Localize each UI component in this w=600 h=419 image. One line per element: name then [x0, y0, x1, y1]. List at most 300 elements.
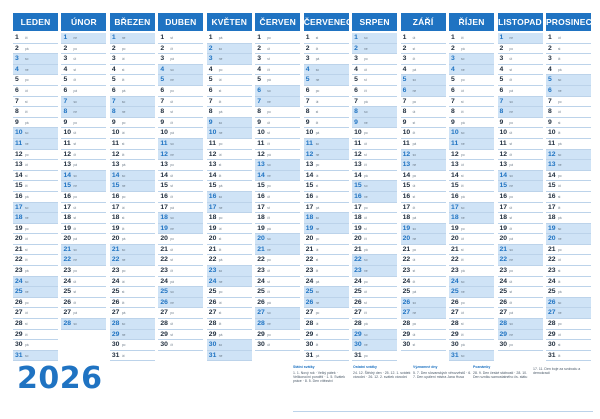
- weekday-abbrev: st: [25, 322, 28, 327]
- weekday-abbrev: út: [315, 173, 319, 178]
- day-row: [110, 118, 155, 129]
- day-number: 19: [305, 224, 314, 232]
- day-number: 10: [305, 129, 314, 137]
- weekday-abbrev: čt: [121, 300, 125, 305]
- day-number: 9: [547, 118, 552, 126]
- day-row: [110, 224, 155, 235]
- day-number: 21: [208, 245, 217, 253]
- day-row: [498, 160, 543, 171]
- day-row: [304, 139, 349, 150]
- day-row: [498, 107, 543, 118]
- day-number: 11: [257, 139, 265, 147]
- weekday-abbrev: st: [170, 258, 173, 263]
- day-row: [449, 298, 494, 309]
- day-number: 30: [451, 341, 459, 349]
- day-number: 21: [499, 245, 508, 253]
- weekday-abbrev: út: [25, 88, 28, 93]
- day-number: 25: [499, 288, 508, 296]
- day-row: [304, 86, 349, 97]
- day-row: [61, 308, 106, 319]
- weekday-abbrev: čt: [121, 152, 125, 157]
- day-number: 3: [15, 55, 19, 63]
- weekday-abbrev: st: [364, 300, 367, 305]
- day-number: 18: [354, 214, 362, 222]
- day-row: [158, 118, 203, 129]
- weekday-abbrev: čt: [73, 152, 76, 157]
- weekday-abbrev: st: [121, 216, 125, 221]
- day-number: 3: [305, 55, 310, 63]
- day-number: 19: [160, 224, 168, 232]
- day-row: [449, 340, 494, 351]
- weekday-abbrev: po: [315, 237, 320, 242]
- day-row: [546, 97, 591, 108]
- day-number: 29: [451, 330, 459, 338]
- day-row: [449, 128, 494, 139]
- day-row: [158, 171, 203, 182]
- weekday-abbrev: so: [267, 237, 271, 242]
- day-row: [546, 139, 591, 150]
- day-row: [352, 298, 397, 309]
- day-row: [401, 308, 446, 319]
- weekday-abbrev: čt: [73, 226, 76, 231]
- weekday-abbrev: po: [364, 57, 368, 62]
- weekday-abbrev: po: [267, 332, 271, 337]
- day-number: 6: [257, 86, 262, 94]
- day-number: 11: [208, 139, 216, 147]
- day-number: 17: [499, 203, 508, 211]
- day-row: [546, 171, 591, 182]
- weekday-abbrev: po: [461, 152, 465, 157]
- day-row: [158, 75, 203, 86]
- weekday-abbrev: út: [364, 67, 367, 72]
- day-row: [13, 171, 58, 182]
- weekday-abbrev: po: [509, 120, 514, 125]
- day-row: [255, 224, 300, 235]
- day-row: [207, 86, 252, 97]
- weekday-abbrev: po: [121, 194, 126, 199]
- day-list: [13, 33, 58, 361]
- weekday-abbrev: st: [315, 332, 319, 337]
- weekday-abbrev: so: [557, 300, 562, 305]
- day-number: 26: [257, 298, 265, 306]
- day-row: [546, 86, 591, 97]
- day-row: [110, 54, 155, 65]
- legend-col-1-text: 1. 1. Nový rok · Velký pátek · Velikonoční pondělí · 1. 5. Svátek práce · 8. 5. Den vítězství: [293, 371, 345, 383]
- day-row: [110, 213, 155, 224]
- day-number: 14: [354, 171, 362, 179]
- day-list: [255, 33, 300, 361]
- day-row: [158, 181, 203, 192]
- day-row: [207, 192, 252, 203]
- day-row: [498, 340, 543, 351]
- weekday-abbrev: pá: [461, 46, 465, 51]
- day-number: 1: [208, 34, 213, 41]
- weekday-abbrev: so: [25, 205, 29, 210]
- day-number: 20: [257, 235, 265, 243]
- day-row: [449, 139, 494, 150]
- weekday-abbrev: so: [509, 247, 513, 252]
- day-row: [352, 86, 397, 97]
- day-row: [498, 203, 543, 214]
- weekday-abbrev: pá: [461, 343, 465, 348]
- day-row: [255, 213, 300, 224]
- day-number: 10: [451, 129, 459, 137]
- day-list: [61, 33, 106, 361]
- day-number: 15: [547, 182, 556, 190]
- weekday-abbrev: ne: [412, 311, 417, 316]
- day-row: [207, 128, 252, 139]
- weekday-abbrev: pá: [25, 269, 29, 274]
- day-number: 20: [451, 235, 459, 243]
- day-number: 13: [451, 161, 459, 169]
- weekday-abbrev: po: [267, 184, 271, 189]
- day-number: 26: [547, 298, 556, 306]
- day-row: [61, 298, 106, 309]
- weekday-abbrev: út: [218, 78, 222, 83]
- day-row: [401, 234, 446, 245]
- day-number: 26: [63, 298, 71, 306]
- day-number: 4: [15, 65, 19, 73]
- day-row: [449, 255, 494, 266]
- day-number: 19: [451, 224, 459, 232]
- day-number: 3: [160, 55, 165, 63]
- day-number: 28: [354, 320, 362, 328]
- weekday-abbrev: pá: [412, 290, 417, 295]
- day-number: 1: [15, 34, 19, 41]
- day-number: 2: [547, 44, 552, 52]
- weekday-abbrev: st: [170, 332, 173, 337]
- day-row: [304, 277, 349, 288]
- day-number: 7: [305, 97, 310, 105]
- day-row: [546, 44, 591, 55]
- day-row: [401, 255, 446, 266]
- weekday-abbrev: pá: [170, 205, 174, 210]
- day-number: 12: [305, 150, 314, 158]
- day-number: 9: [354, 118, 358, 126]
- day-row: [546, 213, 591, 224]
- legend-col-2: [353, 365, 413, 379]
- day-row: [13, 266, 58, 277]
- day-row: [207, 203, 252, 214]
- day-row: [449, 44, 494, 55]
- day-row: [61, 128, 106, 139]
- weekday-abbrev: ne: [509, 184, 514, 189]
- day-number: 17: [354, 203, 362, 211]
- day-number: 15: [15, 182, 23, 190]
- day-row: [304, 118, 349, 129]
- day-number: 30: [305, 341, 314, 349]
- day-number: 2: [305, 44, 310, 52]
- day-row: [255, 287, 300, 298]
- day-row: [61, 139, 106, 150]
- day-row: [401, 139, 446, 150]
- day-number: 6: [499, 86, 504, 94]
- day-number: 21: [354, 245, 362, 253]
- day-row: [207, 181, 252, 192]
- weekday-abbrev: ne: [557, 311, 562, 316]
- weekday-abbrev: so: [412, 226, 416, 231]
- weekday-abbrev: po: [412, 99, 417, 104]
- day-number: 10: [160, 129, 168, 137]
- day-row: [61, 54, 106, 65]
- legend-col-1-title: Státní svátky: [293, 365, 315, 369]
- weekday-abbrev: so: [461, 57, 465, 62]
- day-number: 21: [451, 245, 459, 253]
- weekday-abbrev: čt: [25, 36, 28, 40]
- day-number: 29: [402, 330, 411, 338]
- weekday-abbrev: po: [461, 300, 465, 305]
- month-header: PROSINEC: [546, 13, 591, 31]
- weekday-abbrev: út: [267, 120, 270, 125]
- day-number: 21: [402, 245, 411, 253]
- day-row: [158, 224, 203, 235]
- day-number: 10: [111, 129, 120, 137]
- weekday-abbrev: so: [25, 353, 29, 358]
- weekday-abbrev: po: [509, 343, 514, 348]
- day-row: [207, 160, 252, 171]
- weekday-abbrev: st: [412, 194, 416, 199]
- day-row: [61, 33, 106, 44]
- day-number: 17: [208, 203, 217, 211]
- day-row: [13, 65, 58, 76]
- day-number: 30: [208, 341, 217, 349]
- day-number: 8: [257, 108, 262, 116]
- day-number: 11: [499, 139, 507, 147]
- day-number: 15: [257, 182, 265, 190]
- day-row: [110, 107, 155, 118]
- weekday-abbrev: po: [73, 46, 77, 51]
- day-row: [158, 319, 203, 330]
- day-row: [352, 213, 397, 224]
- weekday-abbrev: pá: [121, 163, 126, 168]
- weekday-abbrev: so: [461, 279, 465, 284]
- weekday-abbrev: so: [170, 216, 174, 221]
- day-row: [61, 65, 106, 76]
- weekday-abbrev: so: [218, 120, 223, 125]
- day-number: 30: [402, 341, 411, 349]
- day-row: [207, 308, 252, 319]
- weekday-abbrev: st: [121, 141, 125, 146]
- weekday-abbrev: ne: [121, 332, 126, 337]
- day-row: [13, 340, 58, 351]
- day-row: [158, 128, 203, 139]
- day-row: [158, 160, 203, 171]
- weekday-abbrev: čt: [25, 258, 28, 263]
- weekday-abbrev: ne: [315, 78, 320, 83]
- weekday-abbrev: st: [557, 120, 561, 125]
- month-header: ČERVENEC: [304, 13, 349, 31]
- footer-divider: [293, 411, 593, 412]
- weekday-abbrev: čt: [557, 57, 561, 62]
- day-number: 21: [305, 245, 314, 253]
- day-number: 7: [354, 97, 358, 105]
- day-row: [401, 75, 446, 86]
- weekday-abbrev: ne: [218, 353, 223, 358]
- day-number: 29: [354, 330, 362, 338]
- day-number: 5: [451, 76, 455, 84]
- weekday-abbrev: ne: [218, 279, 223, 284]
- weekday-abbrev: pá: [315, 131, 320, 136]
- weekday-abbrev: ne: [557, 163, 562, 168]
- weekday-abbrev: st: [267, 57, 270, 62]
- weekday-abbrev: ne: [170, 152, 174, 157]
- day-number: 12: [160, 150, 168, 158]
- weekday-abbrev: st: [25, 247, 28, 252]
- weekday-abbrev: pá: [461, 194, 465, 199]
- day-row: [449, 277, 494, 288]
- day-list: [401, 33, 446, 361]
- day-number: 31: [547, 351, 556, 359]
- weekday-abbrev: út: [121, 57, 125, 62]
- weekday-abbrev: po: [364, 279, 368, 284]
- weekday-abbrev: st: [267, 279, 270, 284]
- day-number: 16: [305, 192, 314, 200]
- day-number: 16: [547, 192, 556, 200]
- weekday-abbrev: čt: [557, 131, 561, 136]
- day-row: [61, 118, 106, 129]
- weekday-abbrev: út: [25, 311, 28, 316]
- day-number: 17: [402, 203, 411, 211]
- month-header: KVĚTEN: [207, 13, 252, 31]
- day-row: [546, 128, 591, 139]
- day-number: 5: [208, 76, 213, 84]
- weekday-abbrev: ne: [509, 258, 514, 263]
- day-row: [255, 245, 300, 256]
- day-number: 29: [305, 330, 314, 338]
- weekday-abbrev: pá: [364, 247, 368, 252]
- weekday-abbrev: po: [25, 300, 29, 305]
- day-number: 11: [451, 139, 459, 147]
- day-row: [304, 340, 349, 351]
- weekday-abbrev: st: [25, 99, 28, 104]
- day-row: [449, 319, 494, 330]
- day-row: [546, 277, 591, 288]
- day-number: 10: [208, 129, 217, 137]
- day-row: [158, 192, 203, 203]
- weekday-abbrev: čt: [25, 110, 28, 115]
- weekday-abbrev: so: [461, 353, 465, 358]
- weekday-abbrev: čt: [267, 67, 270, 72]
- weekday-abbrev: st: [461, 322, 464, 327]
- legend-col-3-title: Významné dny: [413, 365, 438, 369]
- day-row: [13, 213, 58, 224]
- day-number: 2: [354, 44, 358, 52]
- weekday-abbrev: pá: [25, 343, 29, 348]
- day-row: [401, 266, 446, 277]
- weekday-abbrev: pá: [509, 88, 514, 93]
- day-number: 28: [63, 320, 71, 328]
- weekday-abbrev: pá: [412, 216, 417, 221]
- day-row: [110, 308, 155, 319]
- weekday-abbrev: po: [557, 99, 562, 104]
- day-number: 12: [15, 150, 23, 158]
- day-row: [401, 86, 446, 97]
- day-number: 27: [63, 309, 71, 317]
- weekday-abbrev: ne: [267, 322, 271, 327]
- day-row: [304, 234, 349, 245]
- weekday-abbrev: ne: [364, 120, 368, 125]
- day-number: 24: [208, 277, 217, 285]
- day-number: 15: [305, 182, 314, 190]
- day-row: [449, 181, 494, 192]
- day-row: [61, 44, 106, 55]
- day-row: [207, 330, 252, 341]
- weekday-abbrev: so: [73, 247, 77, 252]
- weekday-abbrev: so: [25, 57, 29, 62]
- day-number: 29: [499, 330, 508, 338]
- weekday-abbrev: st: [73, 141, 76, 146]
- day-number: 22: [499, 256, 508, 264]
- day-row: [352, 139, 397, 150]
- weekday-abbrev: so: [267, 163, 271, 168]
- day-number: 21: [15, 245, 23, 253]
- weekday-abbrev: so: [364, 36, 368, 40]
- day-row: [546, 107, 591, 118]
- day-row: [498, 213, 543, 224]
- day-number: 27: [451, 309, 459, 317]
- day-number: 24: [547, 277, 556, 285]
- weekday-abbrev: ne: [73, 110, 77, 115]
- weekday-abbrev: ne: [218, 205, 223, 210]
- month-column: [61, 13, 106, 361]
- day-number: 3: [354, 55, 358, 63]
- day-row: [13, 75, 58, 86]
- day-number: 31: [354, 351, 362, 359]
- day-row: [498, 234, 543, 245]
- day-number: 12: [63, 150, 71, 158]
- day-number: 10: [547, 129, 556, 137]
- day-row: [304, 107, 349, 118]
- day-row: [401, 277, 446, 288]
- day-number: 24: [499, 277, 508, 285]
- day-row: [304, 287, 349, 298]
- weekday-abbrev: po: [121, 120, 126, 125]
- day-row: [352, 277, 397, 288]
- day-row: [304, 192, 349, 203]
- day-number: 18: [451, 214, 459, 222]
- day-number: 6: [160, 86, 165, 94]
- day-row: [61, 181, 106, 192]
- day-number: 1: [402, 34, 407, 41]
- day-number: 27: [547, 309, 556, 317]
- day-row: [158, 86, 203, 97]
- day-number: 23: [547, 267, 556, 275]
- weekday-abbrev: st: [364, 78, 367, 83]
- weekday-abbrev: čt: [412, 57, 416, 62]
- day-row: [61, 75, 106, 86]
- day-number: 8: [547, 108, 552, 116]
- day-number: 1: [305, 34, 310, 41]
- day-row: [13, 150, 58, 161]
- day-row: [352, 118, 397, 129]
- day-number: 13: [257, 161, 265, 169]
- day-row: [13, 245, 58, 256]
- day-number: 1: [547, 34, 552, 41]
- day-number: 28: [499, 320, 508, 328]
- day-row: [110, 340, 155, 351]
- day-number: 25: [160, 288, 168, 296]
- weekday-abbrev: so: [509, 322, 513, 327]
- day-row: [498, 308, 543, 319]
- weekday-abbrev: so: [121, 322, 126, 327]
- day-row: [255, 54, 300, 65]
- day-row: [304, 308, 349, 319]
- day-number: 31: [15, 351, 23, 359]
- weekday-abbrev: ne: [25, 216, 29, 221]
- weekday-abbrev: út: [557, 184, 561, 189]
- day-number: 8: [15, 108, 19, 116]
- day-number: 20: [305, 235, 314, 243]
